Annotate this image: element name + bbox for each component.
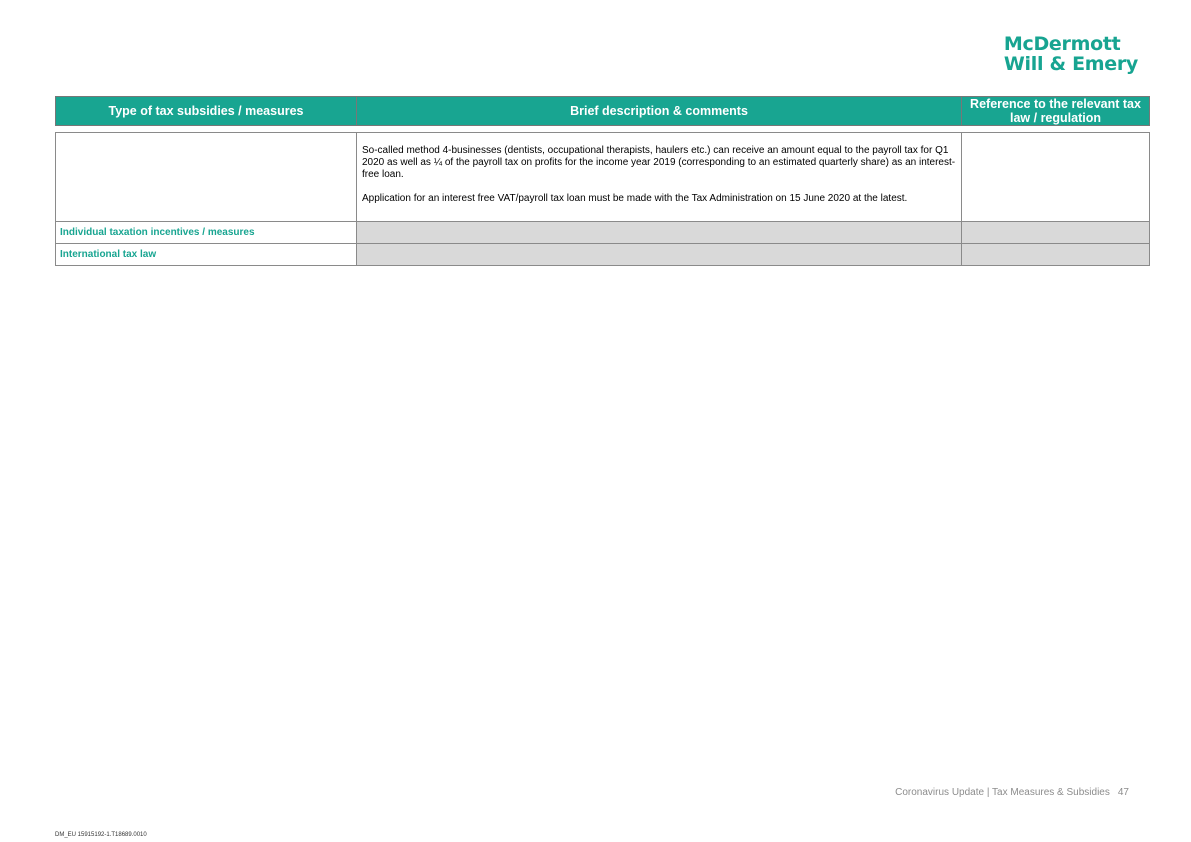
section-cell-description: [357, 244, 962, 266]
section-label: Individual taxation incentives / measures: [56, 222, 357, 244]
page-footer: [895, 787, 1129, 798]
logo-line-2: Will & Emery: [1003, 53, 1138, 75]
description-paragraph: Application for an interest free VAT/payroll tax loan must be made with the Tax Administration on 15 June 2020 at the latest.: [362, 193, 908, 204]
cell-description: [357, 133, 962, 222]
header-reference: Reference to the relevant tax law / regulation: [962, 97, 1150, 126]
table-header: [55, 96, 1150, 126]
footer-text: Coronavirus Update | Tax Measures & Subsidies: [895, 787, 1110, 798]
section-cell-description: [357, 222, 962, 244]
company-logo: [1004, 34, 1138, 74]
table-row: [56, 133, 1150, 222]
section-row-individual-taxation: [56, 222, 1150, 244]
logo-line-1: McDermott: [1003, 33, 1121, 55]
section-label: International tax law: [56, 244, 357, 266]
description-paragraph: So-called method 4-businesses (dentists, occupational therapists, haulers etc.) can receive an amount equal to the payroll tax for Q1 2020 as well as ¼ of the payroll tax on profits for the income year 2019 (corresponding to an estimated quarterly share) as an interest-free loan.: [362, 145, 956, 180]
header-type: Type of tax subsidies / measures: [56, 97, 357, 126]
page-number: 47: [1117, 787, 1129, 798]
cell-type: [56, 133, 357, 222]
table-body: [55, 132, 1150, 266]
section-row-international-tax-law: [56, 244, 1150, 266]
document-id: DM_EU 15915192-1.T18689.0010: [55, 832, 147, 838]
section-cell-reference: [962, 244, 1150, 266]
header-description: Brief description & comments: [357, 97, 962, 126]
cell-reference: [962, 133, 1150, 222]
section-cell-reference: [962, 222, 1150, 244]
